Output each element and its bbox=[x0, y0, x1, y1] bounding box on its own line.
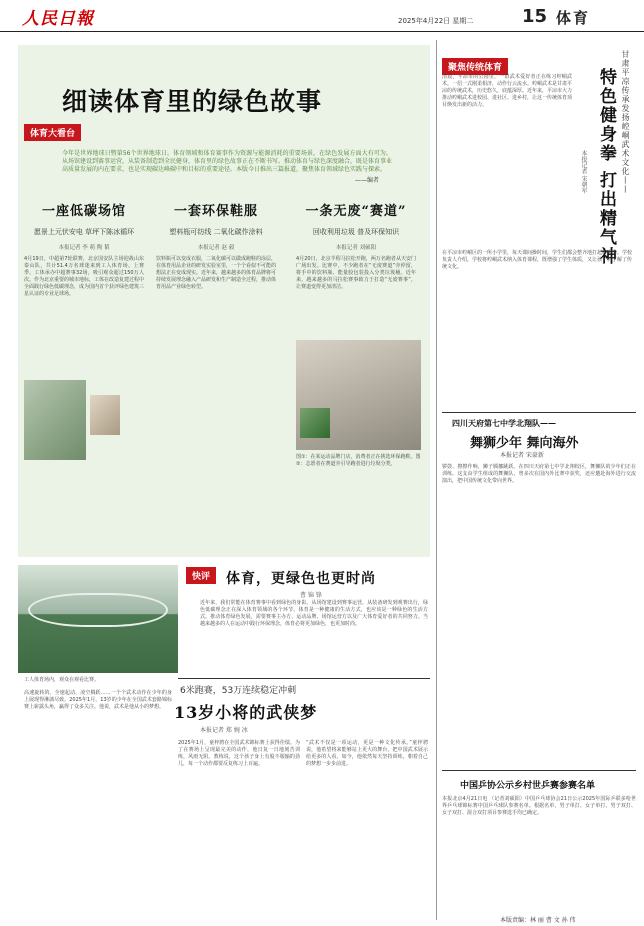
photo-stadium bbox=[18, 565, 178, 673]
article-subtitle: 塑料瓶可纺线 二氧化碳作涂料 bbox=[169, 228, 263, 236]
bottom-article-title: 13岁小将的武侠梦 bbox=[174, 703, 318, 722]
photo-runners bbox=[300, 408, 330, 438]
right-body-mid: 在平凉市崆峒区的一所小学里，每天课间操时间，学生们都会整齐地打起崆峒拳。学校负责人介绍，学校将崆峒武术纳入体育课程，既增强了学生体质，又让孩子们了解了传统文化。 bbox=[442, 250, 633, 270]
photo-caption: 图①：在某运动品牌门店，消费者正在挑选环保跑鞋。图②：志愿者在赛道旁引导跑者进行垃圾分类。 bbox=[296, 454, 421, 467]
stadium-caption: 工人体育场内，观众在观看比赛。 bbox=[24, 677, 100, 683]
article-byline: 本报记者 刘硕阳 bbox=[335, 245, 377, 251]
page-number: 15 bbox=[522, 6, 548, 27]
section-name: 体育 bbox=[556, 9, 591, 27]
article-byline: 本报记者 李 萌 陶 韬 bbox=[58, 245, 110, 251]
issue-date: 2025年4月22日 星期二 bbox=[398, 17, 474, 25]
masthead bbox=[0, 0, 644, 32]
kuaiping-byline: 曹 锦 锋 bbox=[300, 592, 322, 599]
right-mid-byline: 本报记者 宋豪新 bbox=[500, 452, 544, 459]
page-footer-editors: 本版责编：林 丽 曹 文 孙 伟 bbox=[500, 917, 576, 924]
bottom-article-col3: “武术不仅是一项运动，更是一种文化传承。”童梓骋说，他希望将来能够站上更大的舞台，把中国武术展示给更多的人看。如今，他依然每天坚持训练，朝着自己的梦想一步步前进。 bbox=[306, 740, 428, 767]
feature-tag: 体育大看台 bbox=[24, 124, 81, 141]
feature-title: 细读体育里的绿色故事 bbox=[62, 87, 323, 116]
article-body: 饮料瓶可以变成衣服，二氧化碳可以做成跑鞋的涂层，在体育用品企业的研发实验室里，一个个看似不可能的想法正在变成现实。近年来，越来越多的体育品牌将可持续发展理念融入产品研发和生产制造全过程，推动体育用品产业绿色转型。 bbox=[156, 256, 277, 290]
article-eco-gear bbox=[156, 200, 276, 291]
right-body-lower: 锣鼓、擦擦作响，狮子腾挪跳跃。在四川天府第七中学北翔校区，舞狮队的少年们正在训练。这支由学生组成的舞狮队，曾多次在国内外比赛中获奖，还应邀赴海外进行交流演出，把中国传统文化带向世界。 bbox=[442, 464, 636, 484]
kuaiping-title: 体育，更绿色也更时尚 bbox=[226, 571, 376, 587]
right-mid-title: 舞狮少年 舞向海外 bbox=[470, 436, 579, 451]
divider bbox=[442, 412, 636, 413]
article-byline: 本报记者 赵 毅 bbox=[197, 245, 235, 251]
right-mid-tag: 四川天府第七中学北翔队—— bbox=[452, 418, 556, 428]
divider bbox=[442, 770, 636, 771]
photo-inset bbox=[90, 395, 120, 435]
right-vertical-byline: 本报记者 宋朝军 bbox=[580, 150, 587, 194]
photo-children-sports bbox=[24, 380, 86, 460]
right-vertical-subtitle: 甘肃平凉传承发扬崆峒武术文化—— bbox=[621, 50, 630, 194]
kuaiping-tag: 快评 bbox=[186, 567, 216, 584]
right-body-top: 清晨，平凉市的公园里，一群武术爱好者正在练习崆峒武术。一招一式刚柔相济，动作行云流水。崆峒武术是甘肃平凉的传统武术，历史悠久，底蕴深厚。近年来，平凉市大力推动崆峒武术进校园、进社区、进乡村，让这一传统体育项目焕发出新的活力。 bbox=[442, 74, 573, 108]
article-title: 一座低碳场馆 bbox=[41, 204, 126, 219]
bottom-article-byline: 本报记者 郑 婉 冰 bbox=[200, 727, 248, 734]
feature-panel bbox=[18, 45, 430, 557]
article-subtitle: 回收利用垃圾 普及环保知识 bbox=[312, 228, 400, 236]
right-vertical-title: 特色健身拳 打出精气神 bbox=[596, 68, 616, 266]
right-bottom-title: 中国乒协公示乡村世乒赛参赛名单 bbox=[460, 781, 596, 791]
article-low-carbon-venue bbox=[24, 200, 144, 298]
feature-intro: 今年是世界地球日暨第56个世界地球日。体育领域和体育赛事作为资源与能源消耗的重要场景，在绿色发展方面大有可为。从场馆建设到赛事运营，从装备制造到全民健身，体育里的绿色故事正在不断书写。推动体育与绿色深度融合，既是体育事业高质量发展的内在要求，也是实现碳达峰碳中和目标的重要途径。本版今日推出三篇报道，聚焦体育领域绿色实践与探索。 bbox=[62, 150, 393, 173]
bottom-article-col2: 2025年1月，童梓骋在全国武术锦标赛上获得佳绩。为了在赛场上呈现最完美的动作，他日复一日地刻苦训练，风雨无阻。教练说，这个孩子身上有股不服输的劲儿，每一个动作都要反复练习上百遍。 bbox=[178, 740, 300, 767]
bottom-article-col1: 高速旋转的、全速起动、凌空腾跃……一个个武术动作在少年的身上展现得淋漓尽致。2025年1月，13岁的少年在全国武术套路锦标赛上崭露头角，赢得了众多关注。他说，武术是他从小的梦想。 bbox=[24, 690, 172, 710]
kuaiping-body: 近年来，我们常能在体育赛事中看到绿色的身影。从场馆建设到赛事运营，从装备研发到观赛出行，绿色低碳理念正在深入体育领域的各个环节。体育是一种健康的生活方式，也应该是一种绿色的生活方式。推动体育绿色发展，需要赛事主办方、运动品牌、场馆运营方以及广大体育爱好者的共同努力。当越来越多的人在运动中践行环保理念，体育必将更加绿色，也更加时尚。 bbox=[200, 600, 428, 627]
right-tag: 聚焦传统体育 bbox=[442, 58, 508, 75]
article-title: 一套环保鞋服 bbox=[173, 204, 258, 219]
divider bbox=[178, 678, 430, 679]
article-zero-waste-track bbox=[296, 200, 416, 291]
right-bottom-body: 本报北京4月21日电 （记者刘硕阳）中国乒乓球协会21日公示2025年国际乒联多哈世界乒乓球锦标赛中国乒乓球队参赛名单。根据名单，男子单打、女子单打、男子双打、女子双打、混合双打项目参赛选手均已确定。 bbox=[442, 796, 636, 816]
article-body: 4月19日，中超第7轮联赛，北京国安队主场迎战山东泰山队，共计51.4万名球迷来到工人体育场。上赛季，工体承办中超赛事32场，吸引观众超过150万人次。作为北京重要的城市地标，工体在改造复建过程中全面践行绿色低碳理念，成为国内首个获评绿色建筑三星认证的专业足球场。 bbox=[24, 256, 145, 297]
article-body: 4月20日，北京半程马拉松开跑，两万名跑者从天安门广场出发。比赛中，不少跑者在“无废赛道”旁停留，将手中的饮料瓶、能量胶包装投入分类垃圾桶。近年来，越来越多的马拉松赛事致力于打造“无废赛事”，让赛道变得更加清洁。 bbox=[296, 256, 416, 290]
article-subtitle: 愿景上元伏安电 草坪下陈冰循环 bbox=[33, 228, 135, 236]
editor-note: ——编者 bbox=[355, 177, 380, 184]
newspaper-logo: 人民日報 bbox=[22, 9, 94, 29]
column-divider bbox=[436, 40, 437, 920]
article-title: 一条无废“赛道” bbox=[305, 204, 407, 219]
bottom-article-subtitle: 6米跑赛，53万连续稳定冲刺 bbox=[180, 686, 297, 696]
